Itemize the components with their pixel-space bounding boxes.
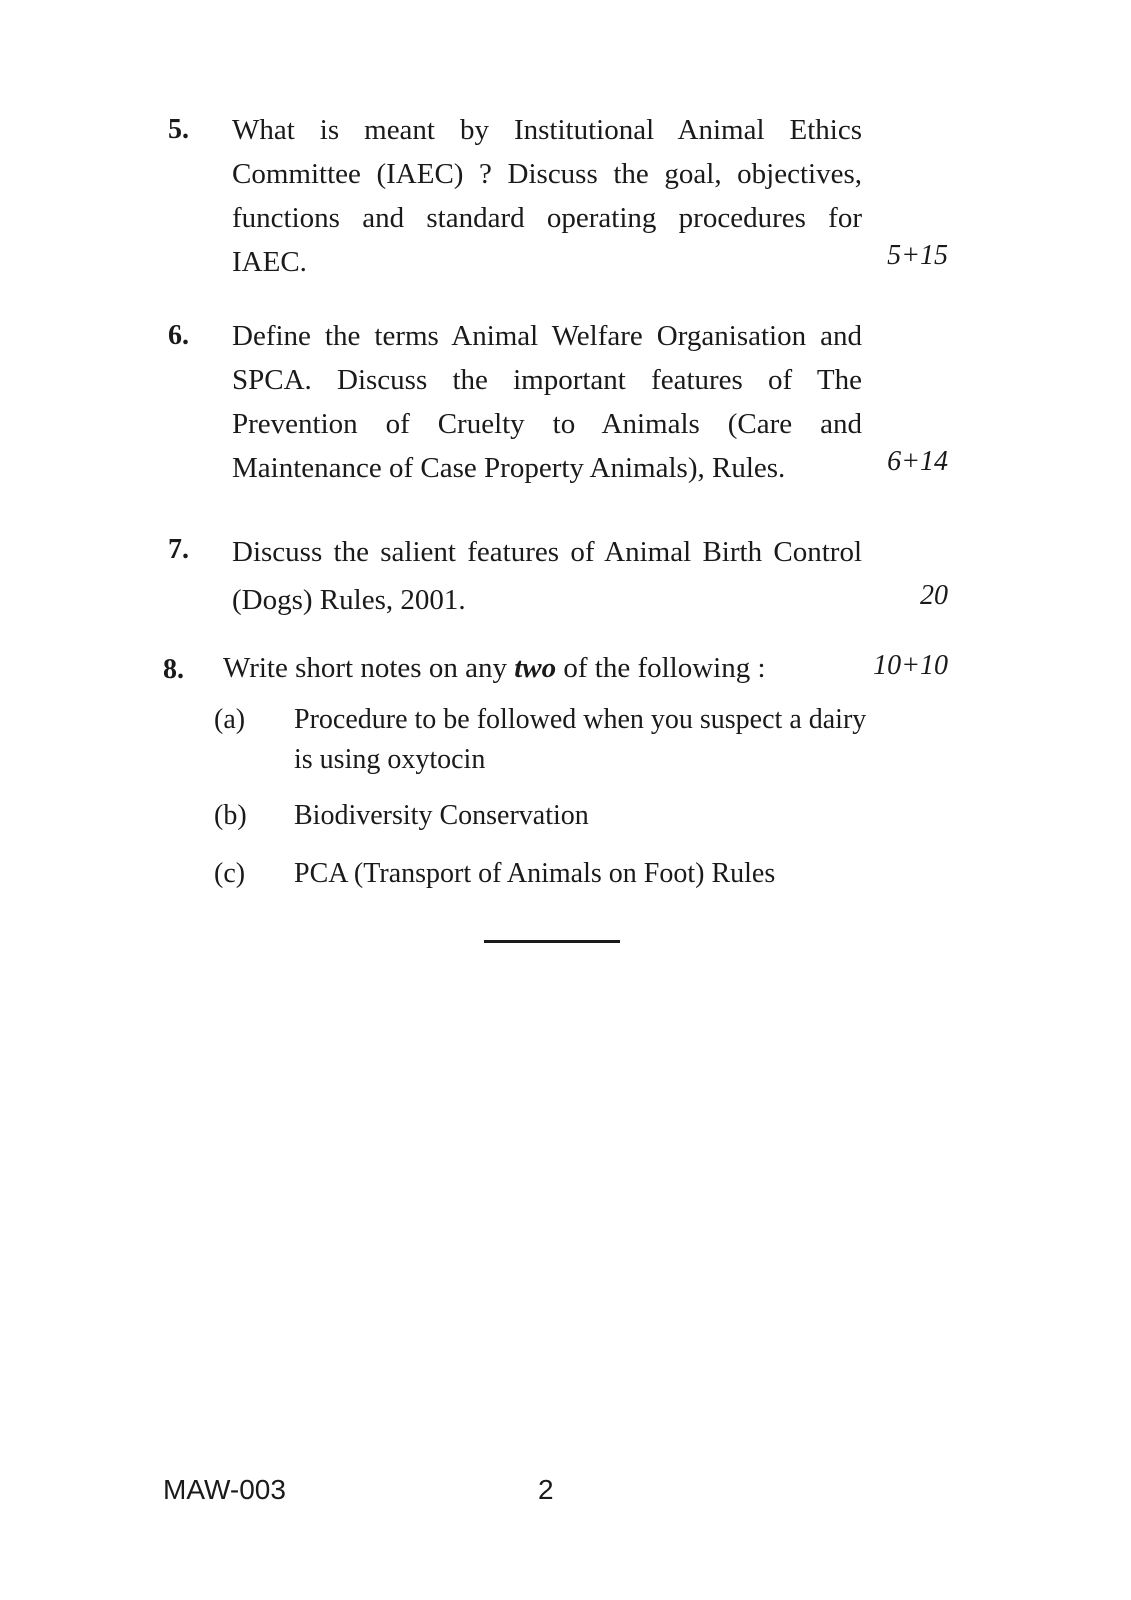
part-label: (b) [214,800,247,831]
part-text: Procedure to be followed when you suspect a dairy is using oxytocin [294,704,867,775]
question-number: 6. [168,320,189,351]
paper-code: MAW-003 [163,1474,286,1505]
part-label: (c) [214,858,246,889]
part-text: PCA (Transport of Animals on Foot) Rules [294,858,776,889]
end-rule [484,940,620,943]
question-text-after: of the following : [556,652,766,684]
question-marks: 5+15 [887,240,948,271]
page-number: 2 [538,1474,554,1505]
question-text-before: Write short notes on any [223,652,515,684]
question-text: Define the terms Animal Welfare Organisation and SPCA. Discuss the important features of The Prevention of Cruelty to Animals (Care and Maintenance of Case Property Animals), Rules. [232,320,862,484]
question-text: What is meant by Institutional Animal Ethics Committee (IAEC) ? Discuss the goal, objectives, functions and standard operating procedures for IAEC. [232,114,862,278]
question-number: 7. [168,534,189,565]
question-marks: 20 [920,580,948,611]
question-number: 8. [163,654,184,685]
question-text: Discuss the salient features of Animal Birth Control (Dogs) Rules, 2001. [232,536,862,616]
question-marks: 10+10 [873,650,948,681]
part-text: Biodiversity Conservation [294,800,589,831]
question-number: 5. [168,114,189,145]
question-marks: 6+14 [887,446,948,477]
question-text-emphasis: two [514,652,557,684]
question-text [223,646,823,690]
part-label: (a) [214,704,246,735]
